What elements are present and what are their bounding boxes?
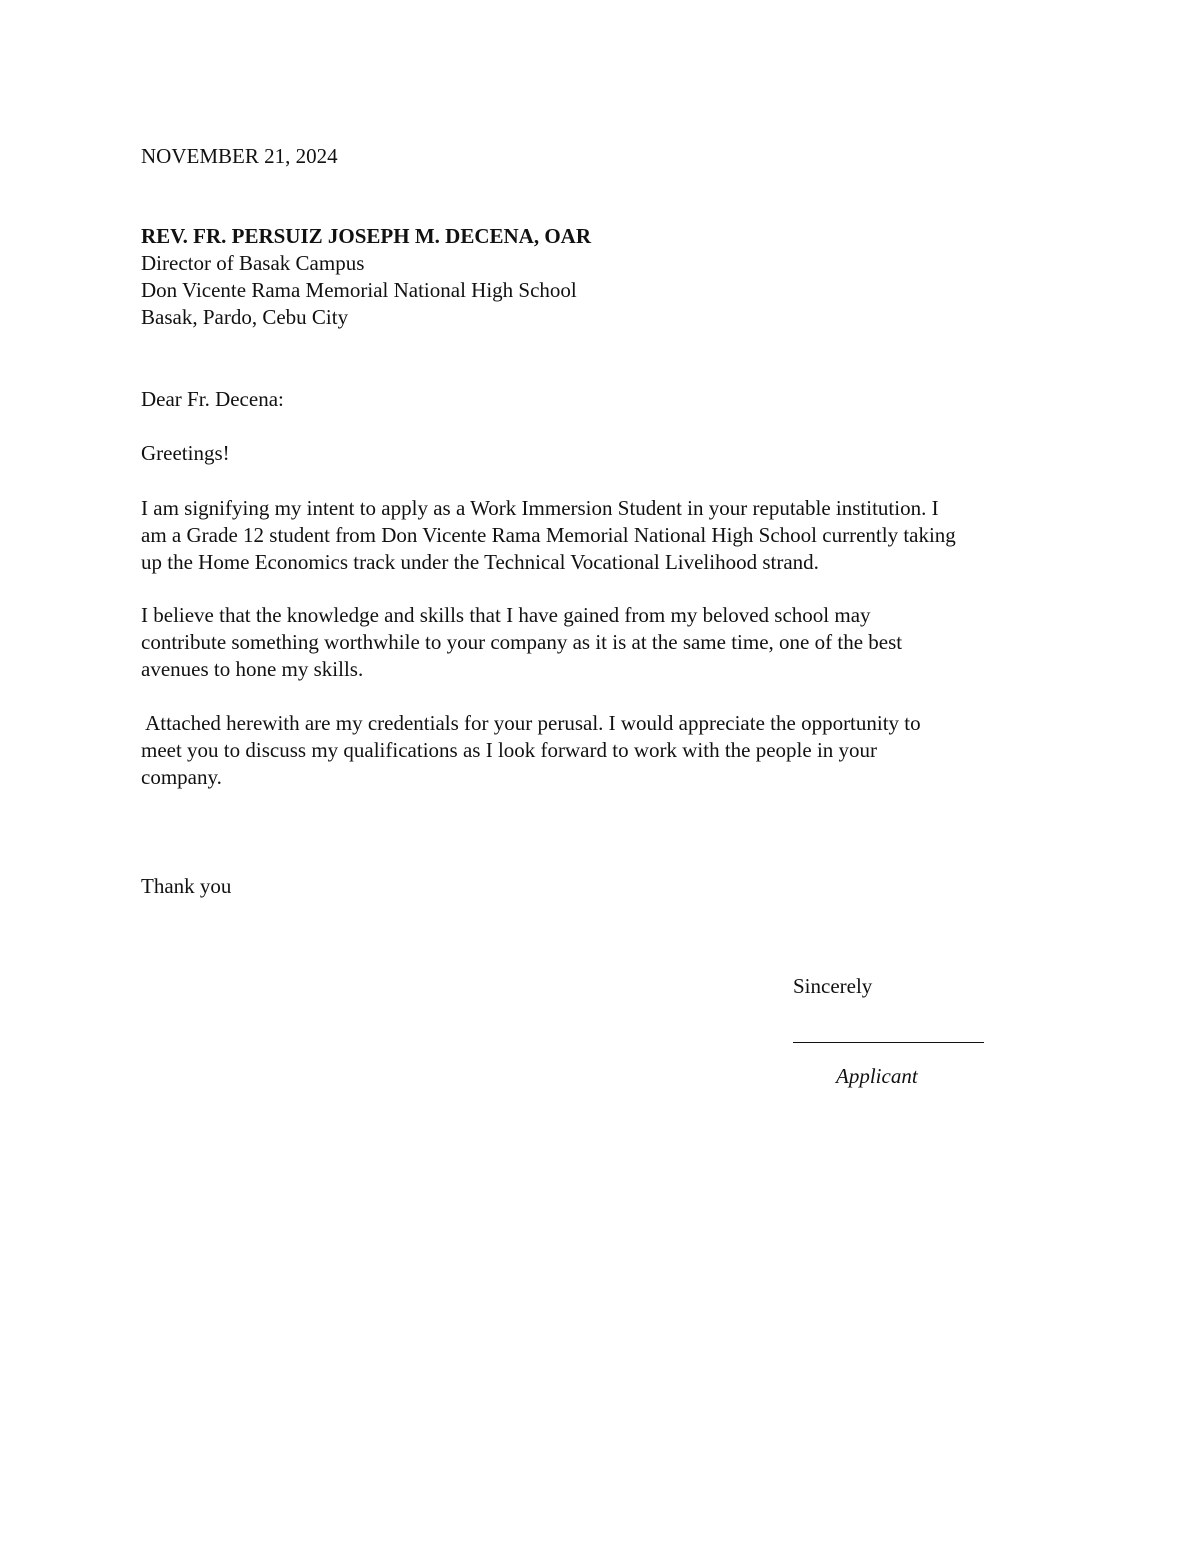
body-paragraph-2 bbox=[141, 602, 1081, 683]
recipient-name: REV. FR. PERSUIZ JOSEPH M. DECENA, OAR bbox=[141, 224, 591, 248]
closing: Sincerely bbox=[793, 974, 873, 998]
body-paragraph-1 bbox=[141, 495, 1081, 576]
paragraph-line: I am signifying my intent to apply as a Work Immersion Student in your reputable institution. I bbox=[141, 496, 939, 520]
body-paragraph-3 bbox=[141, 710, 1081, 791]
paragraph-line: company. bbox=[141, 765, 222, 789]
paragraph-line: Attached herewith are my credentials for your perusal. I would appreciate the opportunity to bbox=[141, 711, 921, 735]
paragraph-line: up the Home Economics track under the Technical Vocational Livelihood strand. bbox=[141, 550, 819, 574]
letter-date: NOVEMBER 21, 2024 bbox=[141, 144, 338, 168]
signature-line bbox=[793, 1042, 984, 1043]
recipient-block bbox=[141, 223, 591, 331]
recipient-address: Basak, Pardo, Cebu City bbox=[141, 305, 349, 329]
closing-thanks: Thank you bbox=[141, 874, 232, 898]
signer-role: Applicant bbox=[836, 1064, 918, 1088]
paragraph-line: I believe that the knowledge and skills that I have gained from my beloved school may bbox=[141, 603, 871, 627]
paragraph-line: contribute something worthwhile to your company as it is at the same time, one of the best bbox=[141, 630, 903, 654]
paragraph-line: am a Grade 12 student from Don Vicente Rama Memorial National High School currently taking bbox=[141, 523, 956, 547]
recipient-title: Director of Basak Campus bbox=[141, 251, 365, 275]
salutation: Dear Fr. Decena: bbox=[141, 387, 284, 411]
greeting: Greetings! bbox=[141, 441, 230, 465]
paragraph-line: meet you to discuss my qualifications as I look forward to work with the people in your bbox=[141, 738, 878, 762]
recipient-organization: Don Vicente Rama Memorial National High School bbox=[141, 278, 577, 302]
paragraph-line: avenues to hone my skills. bbox=[141, 657, 364, 681]
